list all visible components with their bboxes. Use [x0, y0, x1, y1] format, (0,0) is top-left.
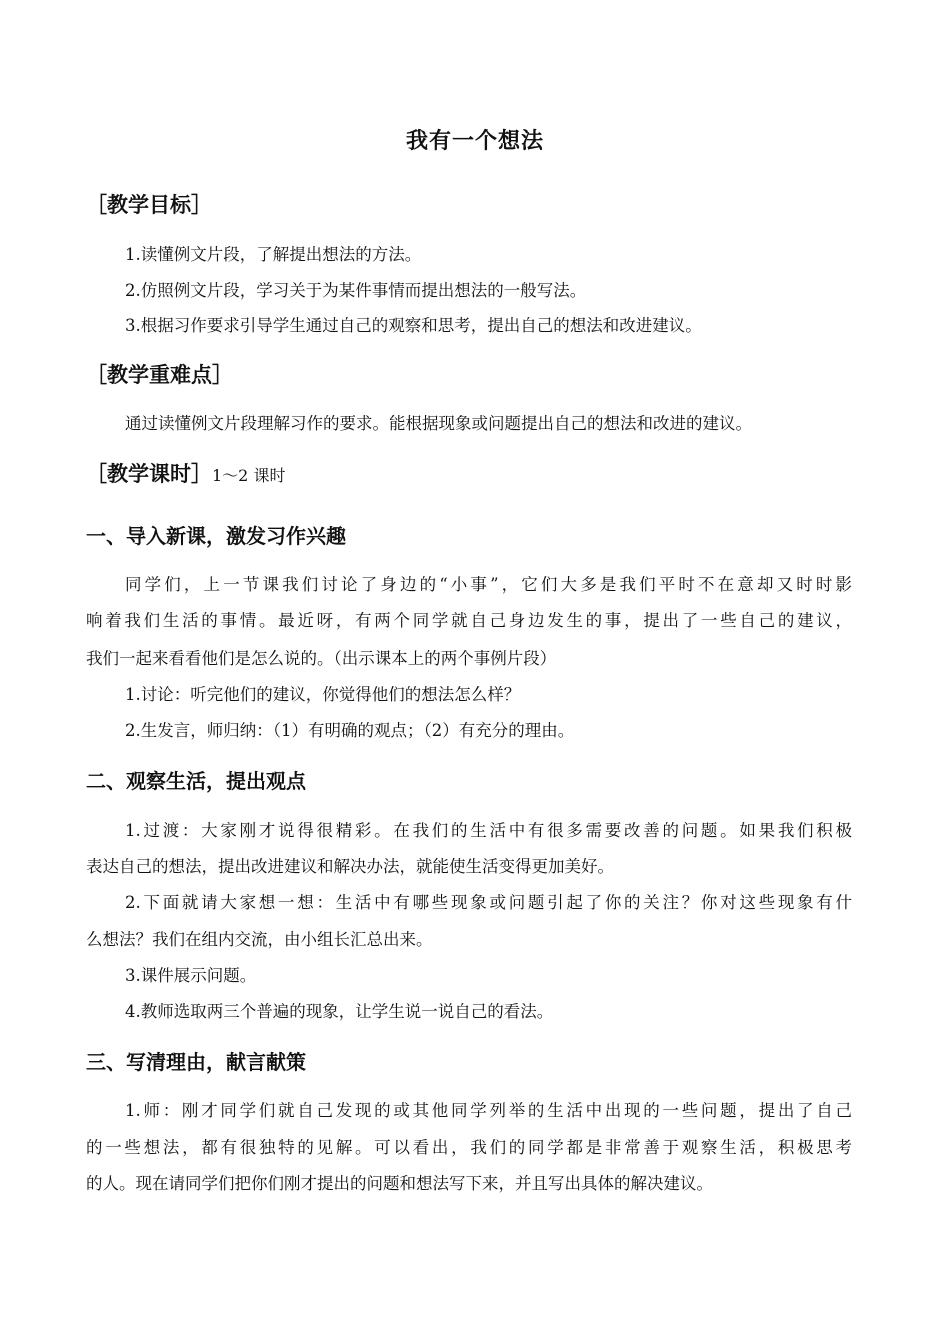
section-heading: 一、导入新课，激发习作兴趣	[86, 524, 346, 548]
page-title: 我有一个想法	[405, 129, 544, 154]
paragraph-line: 么想法？我们在组内交流，由小组长汇总出来。	[86, 930, 433, 949]
objective-item: 3.根据习作要求引导学生通过自己的观察和思考，提出自己的想法和改进建议。	[125, 316, 702, 335]
section-heading: 三、写清理由，献言献策	[86, 1050, 306, 1074]
list-item: 1.讨论：听完他们的建议，你觉得他们的想法怎么样？	[125, 685, 521, 704]
list-item: 3.课件展示问题。	[125, 966, 257, 985]
paragraph-line: 我们一起来看看他们是怎么说的。（出示课本上的两个事例片段）	[86, 649, 557, 668]
section-heading: 二、观察生活，提出观点	[86, 769, 306, 793]
objective-item: 1.读懂例文片段，了解提出想法的方法。	[125, 245, 422, 264]
list-item: 4.教师选取两三个普遍的现象，让学生说一说自己的看法。	[125, 1002, 554, 1021]
key-points-heading: ［教学重难点］	[86, 363, 233, 387]
paragraph-line: 响着我们生活的事情。最近呀，有两个同学就自己身边发生的事，提出了一些自己的建议，	[86, 611, 852, 630]
paragraph-line: 1.过渡：大家刚才说得很精彩。在我们的生活中有很多需要改善的问题。如果我们积极	[125, 821, 852, 840]
class-hours-heading	[86, 459, 285, 491]
key-points-text: 通过读懂例文片段理解习作的要求。能根据现象或问题提出自己的想法和改进的建议。	[125, 414, 752, 433]
objective-item: 2.仿照例文片段，学习关于为某件事情而提出想法的一般写法。	[125, 281, 587, 300]
paragraph-line: 的人。现在请同学们把你们刚才提出的问题和想法写下来，并且写出具体的解决建议。	[86, 1174, 713, 1193]
list-item: 2.生发言，师归纳：（1）有明确的观点；（2）有充分的理由。	[125, 721, 575, 740]
class-hours-label: ［教学课时］	[86, 462, 212, 486]
paragraph-line: 的一些想法，都有很独特的见解。可以看出，我们的同学都是非常善于观察生活，积极思考	[86, 1138, 852, 1157]
paragraph-line: 1.师：刚才同学们就自己发现的或其他同学列举的生活中出现的一些问题，提出了自己	[125, 1101, 852, 1120]
class-hours-value: 1～2 课时	[212, 466, 286, 485]
paragraph-line: 表达自己的想法，提出改进建议和解决办法，就能使生活变得更加美好。	[86, 857, 614, 876]
paragraph-line: 2.下面就请大家想一想：生活中有哪些现象或问题引起了你的关注？你对这些现象有什	[125, 893, 852, 912]
paragraph-line: 同学们，上一节课我们讨论了身边的“小事”，它们大多是我们平时不在意却又时时影	[125, 575, 852, 594]
objectives-heading: ［教学目标］	[86, 193, 212, 217]
